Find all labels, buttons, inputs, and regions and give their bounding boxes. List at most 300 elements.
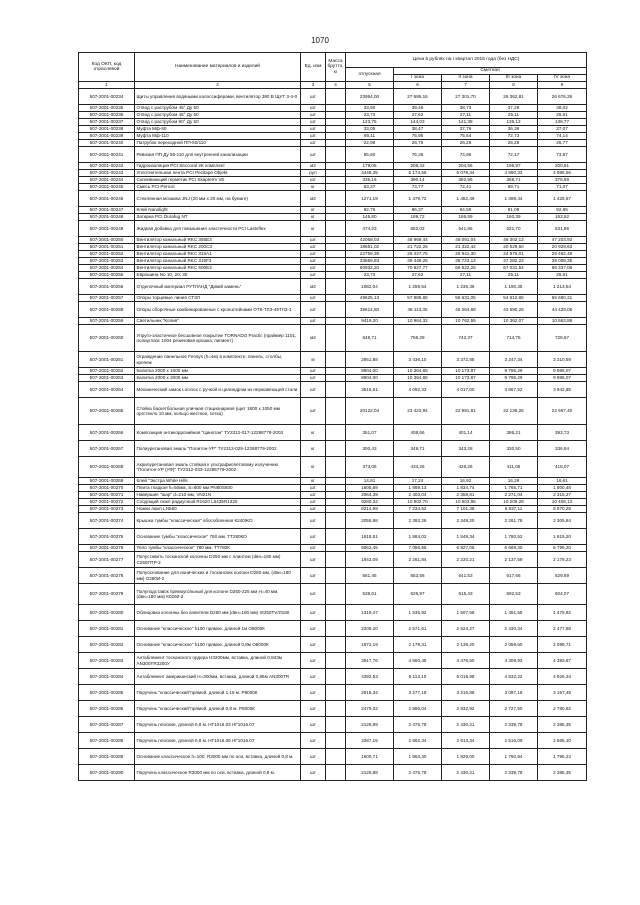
row-price-zone-3: 368,71 — [490, 177, 538, 184]
row-unit: кг — [301, 441, 326, 457]
row-price-zone-1: 2 393,26 — [394, 513, 442, 529]
table-row — [79, 637, 587, 653]
row-price-wholesale: 2209,20 — [346, 621, 394, 637]
row-price-zone-3: 9 795,29 — [490, 368, 538, 375]
row-price-zone-2: 1 452,49 — [442, 191, 490, 207]
row-price-zone-3: 2 059,60 — [490, 637, 538, 653]
row-code: 507-2001-00241 — [79, 147, 135, 163]
row-mass — [326, 584, 346, 605]
row-price-wholesale: 2055,98 — [346, 513, 394, 529]
row-name: Вентилятор канальный RKC 500E3 — [135, 265, 301, 272]
row-price-zone-3: 26,11 — [490, 112, 538, 119]
row-code: 507-2001-00249 — [79, 221, 135, 237]
row-name: Акрилуретановая эмаль стойкая к ультрафиолетовому излучению "Политон-УР (УФ)" ТУ2312-033-12288779-2002 — [135, 457, 301, 478]
row-price-zone-3: 6 669,30 — [490, 545, 538, 552]
row-price-zone-3: 22 136,26 — [490, 398, 538, 425]
row-price-zone-3: 521,70 — [490, 221, 538, 237]
row-price-zone-3: 3 247,34 — [490, 352, 538, 368]
row-name: Крышка тумбы "классическая" обособленная К240ЖО — [135, 513, 301, 529]
row-mass — [326, 237, 346, 244]
header-estimate: Сметная — [394, 68, 587, 75]
row-unit: шт — [301, 105, 326, 112]
price-table — [78, 52, 587, 781]
row-code: 507-2001-00234 — [79, 89, 135, 105]
row-price-wholesale: 2951,88 — [346, 352, 394, 368]
row-code: 507-2001-00265 — [79, 398, 135, 425]
row-price-zone-4: 44 429,05 — [538, 302, 587, 318]
row-price-wholesale: 14,81 — [346, 478, 394, 485]
row-price-zone-2: 1 507,66 — [442, 605, 490, 621]
table-row — [79, 457, 587, 478]
row-code: 507-2001-00263 — [79, 375, 135, 382]
row-name: Жидкая добавка для повышения эластичности PCI Lastoflex — [135, 221, 301, 237]
row-price-zone-3: 2 339,78 — [490, 765, 538, 781]
row-price-zone-1: 26,75 — [394, 140, 442, 147]
table-row — [79, 237, 587, 244]
row-code: 507-2001-00279 — [79, 584, 135, 605]
table-row — [79, 733, 587, 749]
row-price-zone-4: 10 408,13 — [538, 499, 587, 506]
row-mass — [326, 513, 346, 529]
row-name: Полуподставок прямоугольный для колонн D260-225 мм Н=40 мм, (dвн=180 мм) К0260-2 — [135, 584, 301, 605]
row-price-wholesale: 65,60 — [346, 147, 394, 163]
row-mass — [326, 191, 346, 207]
row-price-zone-1: 10 364,65 — [394, 375, 442, 382]
column-number: 1 — [79, 82, 135, 89]
row-price-zone-2: 22 991,81 — [442, 398, 490, 425]
row-name: Затирка PCI Durafug NT — [135, 214, 301, 221]
row-price-zone-2: 2 220,21 — [442, 552, 490, 568]
row-price-zone-4: 55 680,21 — [538, 295, 587, 302]
row-price-zone-4: 163,52 — [538, 214, 587, 221]
table-row — [79, 382, 587, 398]
row-price-zone-4: 2 385,35 — [538, 717, 587, 733]
row-unit: шт — [301, 302, 326, 318]
row-unit: шт — [301, 272, 326, 279]
row-price-zone-3: 2 137,59 — [490, 552, 538, 568]
row-unit: шт — [301, 237, 326, 244]
row-price-zone-1: 17,24 — [394, 478, 442, 485]
column-number: 9 — [538, 82, 587, 89]
row-price-zone-4: 26,61 — [538, 112, 587, 119]
row-code: 507-2001-00290 — [79, 765, 135, 781]
row-price-zone-2: 38,73 — [442, 105, 490, 112]
row-mass — [326, 318, 346, 325]
row-name: Полуоснование для ионических и тосканских колонн D280 мм, (dвн=180 мм) О280И-2 — [135, 568, 301, 584]
row-name: Сходящий люкп радиусный R1620 L5435R1320 — [135, 499, 301, 506]
row-price-wholesale: 1271,19 — [346, 191, 394, 207]
header-code: Код ОКП, код отраслевой — [79, 53, 135, 82]
row-price-zone-4: 68 337,06 — [538, 265, 587, 272]
row-price-zone-3: 592,53 — [490, 584, 538, 605]
row-price-zone-1: 10 802,70 — [394, 499, 442, 506]
row-price-zone-3: 4 309,93 — [490, 653, 538, 669]
row-code: 507-2001-00242 — [79, 163, 135, 170]
row-name: Стеклянная мозаика JNJ (20 мм х 20 мм, на бумаге) — [135, 191, 301, 207]
row-price-zone-2: 27,11 — [442, 272, 490, 279]
row-code: 507-2001-00243 — [79, 170, 135, 177]
row-price-wholesale: 2479,32 — [346, 701, 394, 717]
row-name: Патрубок переходной ПП-50/110 — [135, 140, 301, 147]
row-code: 507-2001-00259 — [79, 318, 135, 325]
row-unit: м2 — [301, 191, 326, 207]
row-price-zone-1: 390,14 — [394, 177, 442, 184]
row-price-wholesale: 63,37 — [346, 184, 394, 191]
row-price-zone-2: 4 017,00 — [442, 382, 490, 398]
row-name: Основание классическое h=100, R3000 мм по оси, вставка, длиной 0,8 м. — [135, 749, 301, 765]
row-price-wholesale: 373,06 — [346, 457, 394, 478]
row-price-zone-1: 2 475,78 — [394, 765, 442, 781]
row-price-wholesale: 18651,02 — [346, 244, 394, 251]
row-price-wholesale: 1605,69 — [346, 485, 394, 492]
row-mass — [326, 163, 346, 170]
row-name: Стойка баскетбольная уличная стационарная (щит 1800 х 1050 мм оргстекло 10 мм, кольцо жесткое, сетка) — [135, 398, 301, 425]
row-price-zone-2: 343,28 — [442, 441, 490, 457]
table-row — [79, 221, 587, 237]
row-price-wholesale: 8904,00 — [346, 368, 394, 375]
row-name: Основание "классическое" h100 прямое, длиной 1м О8000К — [135, 621, 301, 637]
row-price-zone-2: 27,11 — [442, 112, 490, 119]
row-name: Основание тумбы "классическое" 760 мм. ТТ280КО — [135, 529, 301, 545]
table-row — [79, 207, 587, 214]
row-price-zone-1: 2 403,04 — [394, 492, 442, 499]
row-price-zone-1: 48 969,44 — [394, 237, 442, 244]
row-unit: шт — [301, 499, 326, 506]
table-row — [79, 621, 587, 637]
row-mass — [326, 352, 346, 368]
row-price-zone-2: 5 079,34 — [442, 170, 490, 177]
row-mass — [326, 244, 346, 251]
row-code: 507-2001-00277 — [79, 552, 135, 568]
row-unit: шт — [301, 295, 326, 302]
row-price-wholesale: 4392,53 — [346, 669, 394, 685]
row-code: 507-2001-00267 — [79, 441, 135, 457]
row-price-wholesale: 9280,32 — [346, 499, 394, 506]
row-price-wholesale: 2064,39 — [346, 492, 394, 499]
row-price-zone-4: 20 928,63 — [538, 244, 587, 251]
row-price-zone-2: 25 941,30 — [442, 251, 490, 258]
row-mass — [326, 368, 346, 375]
table-row — [79, 318, 587, 325]
row-price-zone-4: 2 385,35 — [538, 765, 587, 781]
row-mass — [326, 265, 346, 272]
row-unit: шт — [301, 545, 326, 552]
row-unit: м2 — [301, 163, 326, 170]
table-row — [79, 258, 587, 265]
table-row — [79, 352, 587, 368]
row-price-zone-4: 2 305,84 — [538, 513, 587, 529]
row-price-zone-1: 4 560,45 — [394, 653, 442, 669]
row-mass — [326, 302, 346, 318]
row-mass — [326, 545, 346, 552]
row-name: Вентилятор канальный RKC 315A1 — [135, 251, 301, 258]
row-name: Опоры торцевые линия СТЗЛ — [135, 295, 301, 302]
row-price-wholesale: 20122,04 — [346, 398, 394, 425]
row-price-zone-4: 38 008,35 — [538, 258, 587, 265]
row-price-zone-2: 10 173,87 — [442, 368, 490, 375]
row-price-zone-1: 27,62 — [394, 272, 442, 279]
row-price-zone-4: 71,07 — [538, 184, 587, 191]
row-name: Клей "Экстра White Hills — [135, 478, 301, 485]
column-number: 4 — [326, 82, 346, 89]
row-price-zone-4: 25,77 — [538, 140, 587, 147]
row-mass — [326, 621, 346, 637]
table-row — [79, 119, 587, 126]
row-code: 507-2001-00245 — [79, 184, 135, 191]
row-unit: м2 — [301, 279, 326, 295]
row-unit: шт — [301, 529, 326, 545]
row-price-zone-2: 16,92 — [442, 478, 490, 485]
row-price-zone-4: 92,85 — [538, 207, 587, 214]
row-mass — [326, 457, 346, 478]
row-price-zone-1: 76,95 — [394, 133, 442, 140]
row-mass — [326, 717, 346, 733]
row-price-zone-1: 27,62 — [394, 112, 442, 119]
row-price-zone-2: 26,26 — [442, 140, 490, 147]
row-price-zone-4: 10 563,88 — [538, 318, 587, 325]
table-row — [79, 717, 587, 733]
row-price-zone-4: 26,61 — [538, 272, 587, 279]
row-code: 507-2001-00287 — [79, 717, 135, 733]
table-row — [79, 492, 587, 499]
row-price-zone-1: 2 662,34 — [394, 733, 442, 749]
row-unit: шт — [301, 765, 326, 781]
row-price-zone-1: 7 056,96 — [394, 545, 442, 552]
row-unit: шт — [301, 717, 326, 733]
row-price-zone-4: 22 567,40 — [538, 398, 587, 425]
row-price-zone-4: 2 315,27 — [538, 492, 587, 499]
table-row — [79, 605, 587, 621]
row-price-zone-3: 37,29 — [490, 105, 538, 112]
row-code: 507-2001-00260 — [79, 325, 135, 352]
table-row — [79, 552, 587, 568]
row-price-zone-3: 26,11 — [490, 272, 538, 279]
row-price-zone-3: 16,29 — [490, 478, 538, 485]
table-row — [79, 478, 587, 485]
row-price-zone-4: 1 479,82 — [538, 605, 587, 621]
table-row — [79, 506, 587, 513]
row-mass — [326, 478, 346, 485]
row-code: 507-2001-00257 — [79, 295, 135, 302]
row-name: Ножки люкп LN560 — [135, 506, 301, 513]
row-price-zone-1: 1 884,02 — [394, 529, 442, 545]
row-price-zone-4: 3 157,48 — [538, 685, 587, 701]
row-price-zone-2: 141,38 — [442, 119, 490, 126]
table-row — [79, 140, 587, 147]
row-code: 507-2001-00273 — [79, 506, 135, 513]
row-mass — [326, 140, 346, 147]
row-unit: шт — [301, 701, 326, 717]
row-name: Муфта Мф-50 — [135, 126, 301, 133]
row-price-zone-4: 3 310,59 — [538, 352, 587, 368]
row-price-zone-4: 3 942,85 — [538, 382, 587, 398]
header-zone-4: IV зона — [538, 75, 587, 82]
row-price-zone-4: 1 815,20 — [538, 529, 587, 545]
row-price-zone-2: 1 829,00 — [442, 749, 490, 765]
row-code: 507-2001-00240 — [79, 140, 135, 147]
row-price-zone-4: 4 926,34 — [538, 669, 587, 685]
row-price-zone-1: 169,72 — [394, 214, 442, 221]
row-price-zone-3: 25,28 — [490, 140, 538, 147]
row-price-zone-4: 9 986,07 — [538, 375, 587, 382]
row-price-zone-1: 5 113,10 — [394, 669, 442, 685]
row-mass — [326, 653, 346, 669]
row-price-zone-3: 330,50 — [490, 441, 538, 457]
row-price-zone-2: 56 631,05 — [442, 295, 490, 302]
row-price-zone-1: 76,36 — [394, 147, 442, 163]
row-price-zone-2: 37,76 — [442, 126, 490, 133]
row-unit: шт — [301, 506, 326, 513]
row-price-zone-1: 2 261,84 — [394, 552, 442, 568]
column-number: 3 — [301, 82, 326, 89]
row-code: 507-2001-00272 — [79, 499, 135, 506]
table-row — [79, 701, 587, 717]
row-code: 507-2001-00285 — [79, 685, 135, 701]
row-name: Поручень "классический"прямой, длиной 1,15 м. Р8000К — [135, 685, 301, 701]
row-code: 507-2001-00252 — [79, 251, 135, 258]
row-price-zone-1: 1 479,72 — [394, 191, 442, 207]
row-mass — [326, 177, 346, 184]
row-price-zone-4: 6 799,20 — [538, 545, 587, 552]
row-price-zone-4: 74,14 — [538, 133, 587, 140]
row-price-zone-3: 54 612,65 — [490, 295, 538, 302]
row-price-zone-2: 94,59 — [442, 207, 490, 214]
row-code: 507-2001-00271 — [79, 492, 135, 499]
row-code: 507-2001-00248 — [79, 214, 135, 221]
row-unit: кг — [301, 214, 326, 221]
row-mass — [326, 89, 346, 105]
header-price-group: Цена в рублях на I квартал 2016 года (без НДС) — [346, 53, 587, 68]
row-name: Склеивающий герметик PCI Skapterm VE — [135, 177, 301, 184]
row-price-zone-1: 756,29 — [394, 325, 442, 352]
column-number: 6 — [394, 82, 442, 89]
row-unit: шт — [301, 251, 326, 258]
row-price-wholesale: 1082,04 — [346, 279, 394, 295]
row-code: 507-2001-00264 — [79, 382, 135, 398]
row-price-zone-4: 138,77 — [538, 119, 587, 126]
row-unit: шт — [301, 568, 326, 584]
row-price-zone-4: 1 213,54 — [538, 279, 587, 295]
row-unit: шт — [301, 258, 326, 265]
row-price-wholesale: 300,43 — [346, 441, 394, 457]
row-price-zone-4: 728,67 — [538, 325, 587, 352]
row-mass — [326, 147, 346, 163]
row-price-zone-1: 39,46 — [394, 105, 442, 112]
row-unit: шт — [301, 318, 326, 325]
row-name: Тело тумбы "классическое" 780 мм. ТТ780К — [135, 545, 301, 552]
row-unit: шт — [301, 492, 326, 499]
row-code: 507-2001-00238 — [79, 126, 135, 133]
row-code: 507-2001-00250 — [79, 237, 135, 244]
row-mass — [326, 279, 346, 295]
row-price-zone-2: 6 927,06 — [442, 545, 490, 552]
table-row — [79, 184, 587, 191]
row-price-wholesale: 82,76 — [346, 207, 394, 214]
row-price-zone-3: 714,75 — [490, 325, 538, 352]
row-price-zone-4: 38,02 — [538, 105, 587, 112]
row-unit: шт — [301, 398, 326, 425]
row-name: Светильник "Копия" — [135, 318, 301, 325]
row-unit: шт — [301, 382, 326, 398]
row-price-zone-1: 144,03 — [394, 119, 442, 126]
row-price-zone-3: 1 190,35 — [490, 279, 538, 295]
row-price-zone-1: 2 571,61 — [394, 621, 442, 637]
row-price-zone-2: 2 139,20 — [442, 637, 490, 653]
row-unit: шт — [301, 140, 326, 147]
table-row — [79, 685, 587, 701]
table-row — [79, 191, 587, 207]
row-price-wholesale: 123,75 — [346, 119, 394, 126]
row-price-zone-4: 629,69 — [538, 568, 587, 584]
row-price-zone-3: 1 760,94 — [490, 749, 538, 765]
row-name: Антаблемент тосканского ордера Н3200мм, вставка, длиной 0,843м АN300ТR3200У — [135, 653, 301, 669]
row-price-zone-4: 26 676,26 — [538, 89, 587, 105]
row-price-zone-2: 3 216,86 — [442, 685, 490, 701]
row-code: 507-2001-00274 — [79, 513, 135, 529]
row-mass — [326, 295, 346, 302]
row-unit: кг — [301, 207, 326, 214]
row-code: 507-2001-00244 — [79, 177, 135, 184]
row-price-zone-3: 4 890,33 — [490, 170, 538, 177]
row-price-zone-3: 411,05 — [490, 457, 538, 478]
row-unit: шт — [301, 485, 326, 492]
row-price-wholesale: 60932,20 — [346, 265, 394, 272]
row-name: Основание "классическое" h100 прямое, длиной 0,8м О8000К — [135, 637, 301, 653]
row-price-zone-4: 4 985,56 — [538, 170, 587, 177]
row-name: Клей Nanolight — [135, 207, 301, 214]
row-name: Гидроизоляция PCI Seccoral 2K комплект — [135, 163, 301, 170]
row-code: 507-2001-00286 — [79, 701, 135, 717]
row-code: 507-2001-00253 — [79, 258, 135, 265]
table-row — [79, 89, 587, 105]
row-price-zone-1: 26 427,75 — [394, 251, 442, 258]
row-price-zone-3: 2 261,78 — [490, 513, 538, 529]
row-price-zone-2: 401,14 — [442, 425, 490, 441]
row-mass — [326, 119, 346, 126]
row-mass — [326, 506, 346, 513]
table-row — [79, 485, 587, 492]
row-price-wholesale: 179,05 — [346, 163, 394, 170]
row-price-zone-3: 3 097,16 — [490, 685, 538, 701]
row-price-zone-1: 57 886,65 — [394, 295, 442, 302]
row-code: 507-2001-00256 — [79, 279, 135, 295]
row-price-zone-2: 641,53 — [442, 568, 490, 584]
row-price-zone-4: 2 099,71 — [538, 637, 587, 653]
table-row — [79, 499, 587, 506]
row-mass — [326, 221, 346, 237]
row-price-zone-4: 2 565,10 — [538, 733, 587, 749]
table-row — [79, 272, 587, 279]
row-price-zone-2: 426,26 — [442, 457, 490, 478]
row-code: 507-2001-00270 — [79, 485, 135, 492]
row-mass — [326, 499, 346, 506]
row-price-zone-3: 1 780,52 — [490, 529, 538, 545]
row-price-zone-3: 72,17 — [490, 147, 538, 163]
row-mass — [326, 105, 346, 112]
row-price-zone-1: 2 475,78 — [394, 717, 442, 733]
row-mass — [326, 765, 346, 781]
header-wholesale: отпускная — [346, 68, 394, 82]
row-price-zone-2: 21 322,42 — [442, 244, 490, 251]
row-price-wholesale: 1600,71 — [346, 749, 394, 765]
row-mass — [326, 685, 346, 701]
row-price-zone-3: 37 282,22 — [490, 258, 538, 265]
row-unit: шт — [301, 584, 326, 605]
row-price-zone-4: 531,86 — [538, 221, 587, 237]
row-price-zone-3: 1 765,71 — [490, 485, 538, 492]
table-row — [79, 584, 587, 605]
row-price-zone-4: 1 800,48 — [538, 485, 587, 492]
